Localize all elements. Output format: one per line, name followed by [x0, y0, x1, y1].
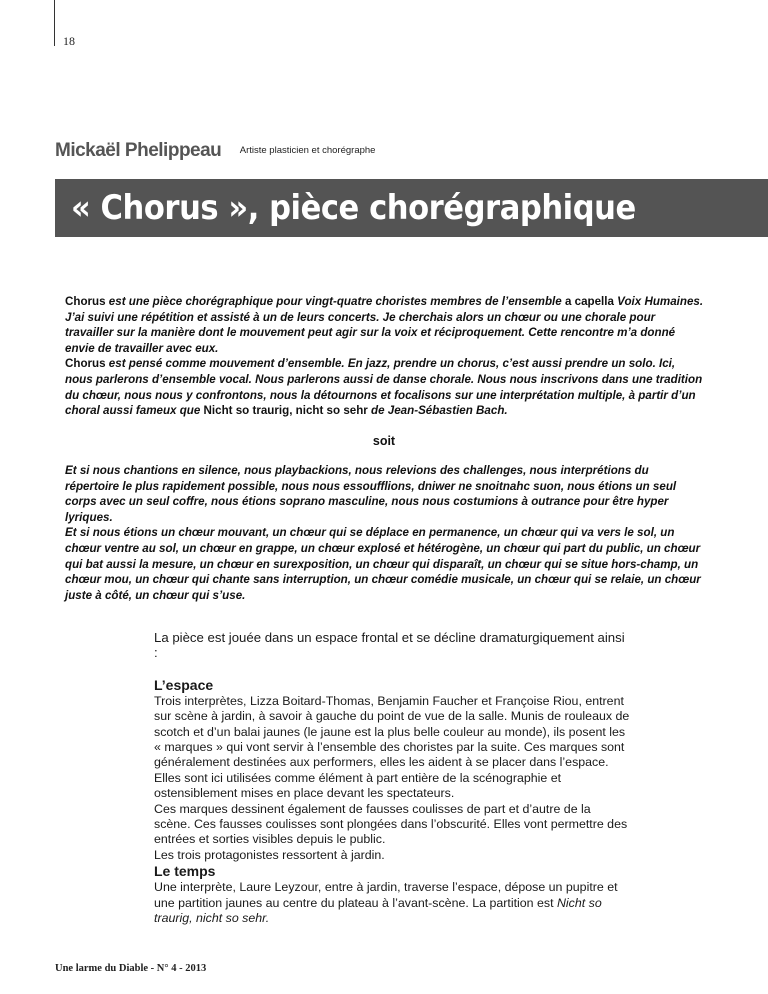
author-role: Artiste plasticien et chorégraphe	[239, 145, 376, 156]
intro-p2-text-b: de Jean-Sébastien Bach.	[367, 404, 508, 418]
page-number: 18	[63, 34, 75, 48]
espace-paragraph-1: Trois interprètes, Lizza Boitard-Thomas, Benjamin Faucher et Françoise Riou, entrent sur scène à jardin, à savoir à gauche du point de vue de la salle. Munis de rouleaux de scotch et d’un balai jaunes (le jaune est la plus belle couleur au monde), ils posent les « marques » qui vont servir à l’ensemble des choristes par la suite. Ces marques sont généralement destinées aux performers, elles les aident à se placer dans l’espace. Elles sont ici utilisées comme élément à part entière de la scénographie et ostensiblement mises en place devant les spectateurs.	[154, 693, 630, 801]
intro-p1-text-b: Voix Humaines. J’ai suivi une répétition et assisté à un de leurs concerts. Je cherchais alors un chœur ou une chorale pour travailler sur la manière dont le mouvement peut agir sur la voix et réciproquement. Cette rencontre m’a donné envie de travailler avec eux.	[65, 295, 704, 355]
espace-paragraph-2: Ces marques dessinent également de fausses coulisses de part et d’autre de la scène. Ces fausses coulisses sont plongées dans l’obscurité. Elles vont permettre des entrées et sorties visibles depuis le public.	[154, 801, 628, 847]
section-heading-temps: Le temps	[154, 863, 216, 880]
poem-block	[65, 463, 705, 603]
intro-p2-text-a: est pensé comme mouvement d’ensemble. En jazz, prendre un chorus, c’est aussi prendre un solo. Ici, nous parlerons d’ensemble vocal. Nous parlerons aussi de danse chorale. Nous nous inscrivons dans une tradition du chœur, nous nous y confrontons, nous la détournons et focalisons sur une interprétation multiple, à partir d’un choral aussi fameux que	[65, 357, 703, 418]
lead-sentence: La pièce est jouée dans un espace frontal et se décline dramaturgiquement ainsi :	[154, 630, 625, 661]
body-text	[154, 630, 630, 927]
page-margin-rule	[54, 0, 55, 46]
intro-block	[65, 294, 705, 419]
temps-p1-text: Une interprète, Laure Leyzour, entre à jardin, traverse l’espace, dépose un pupitre et une partition jaunes au centre du plateau à l’avant-scène. La partition est	[154, 880, 618, 910]
intro-paragraph-1	[65, 294, 705, 356]
author-name: Mickaël Phelippeau	[55, 140, 222, 161]
footer-credit: Une larme du Diable - N° 4 - 2013	[55, 963, 207, 974]
soit-separator: soit	[372, 434, 396, 448]
intro-p1-text-a: est une pièce chorégraphique pour vingt-quatre choristes membres de l’ensemble	[105, 295, 565, 308]
espace-paragraph-3: Les trois protagonistes ressortent à jardin.	[154, 847, 385, 862]
temps-paragraph-1	[154, 880, 630, 926]
poem-paragraph-1: Et si nous chantions en silence, nous playbackions, nous relevions des challenges, nous interprétions du répertoire le plus rapidement possible, nous nous essoufflions, dniwer ne snoitnahc suon, nous étions un seul corps avec un seul coffre, nous étions soprano masculine, nous nous costumions à outrance pour être hyper lyriques.	[65, 464, 677, 524]
intro-p2-choral-title: Nicht so traurig, nicht so sehr	[203, 404, 368, 418]
intro-p1-title: Chorus	[65, 295, 106, 308]
intro-p1-capella: a capella	[564, 295, 614, 308]
section-heading-espace: L’espace	[154, 676, 214, 693]
article-title: « Chorus », pièce chorégraphique	[71, 188, 636, 228]
intro-p2-title: Chorus	[65, 357, 106, 371]
title-banner	[55, 179, 768, 237]
intro-paragraph-2	[65, 356, 705, 418]
poem-paragraph-2: Et si nous étions un chœur mouvant, un chœur qui se déplace en permanence, un chœur qui va vers le sol, un chœur ventre au sol, un chœur en grappe, un chœur explosé et hétérogène, un chœur qui part du public, un chœur qui bat aussi la mesure, un chœur en surexposition, un chœur qui disparaît, un chœur qui se situe hors-champ, un chœur mou, un chœur qui chante sans interruption, un chœur comédie musicale, un chœur qui se relaie, un chœur juste à côté, un chœur qui s’use.	[65, 526, 701, 602]
temps-p1-score-title: Nicht so traurig, nicht so sehr.	[154, 895, 602, 926]
author-line	[55, 140, 375, 162]
